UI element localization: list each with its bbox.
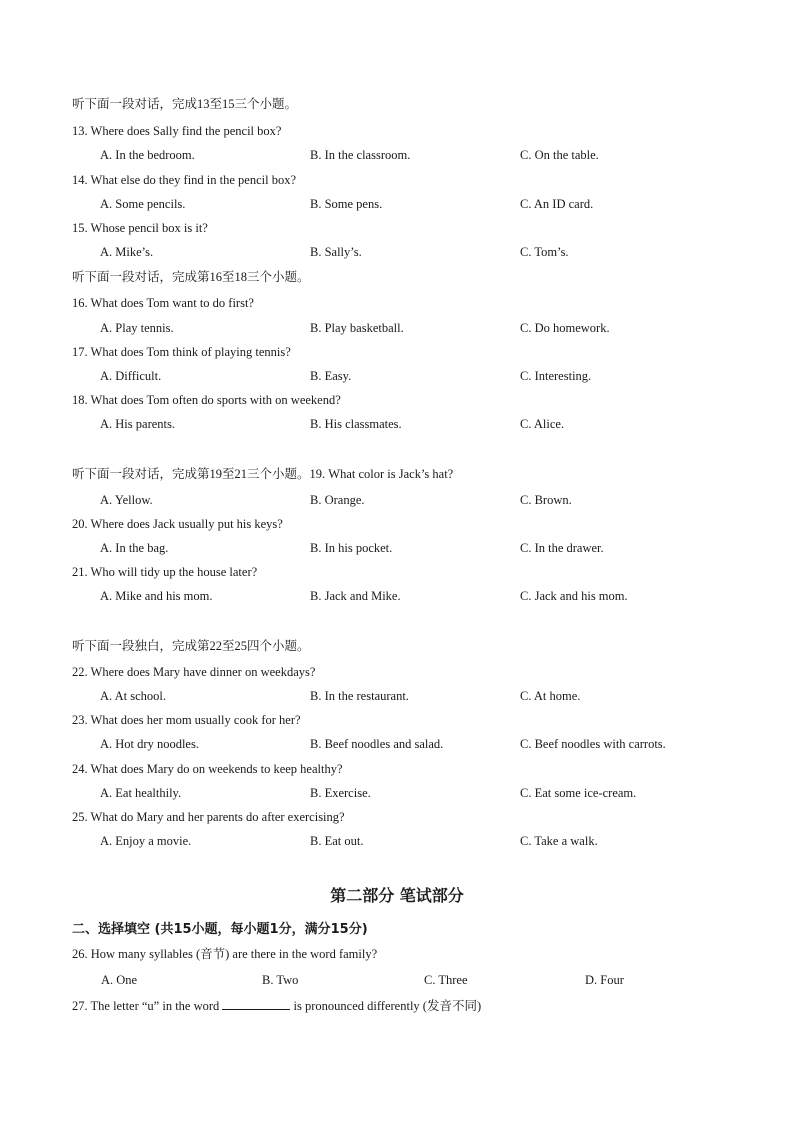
question-17: 17. What does Tom think of playing tennis? [72,345,291,359]
question-22: 22. Where does Mary have dinner on weekdays? [72,665,316,679]
instruction-2: 听下面一段对话，完成第16至18三个小题。 [72,270,310,284]
option-23-b: B. Beef noodles and salad. [310,737,444,751]
option-22-b: B. In the restaurant. [310,689,409,703]
option-23-c: C. Beef noodles with carrots. [520,737,666,751]
option-24-c: C. Eat some ice-cream. [520,786,637,800]
question-13: 13. Where does Sally find the pencil box? [72,124,282,138]
option-17-c: C. Interesting. [520,369,592,383]
option-13-b: B. In the classroom. [310,148,411,162]
option-20-a: A. In the bag. [100,541,169,555]
question-15: 15. Whose pencil box is it? [72,221,208,235]
option-26-c: C. Three [424,973,468,987]
option-13-c: C. On the table. [520,148,599,162]
option-15-b: B. Sally’s. [310,245,362,259]
question-25: 25. What do Mary and her parents do after exercising? [72,810,345,824]
option-20-b: B. In his pocket. [310,541,393,555]
option-16-c: C. Do homework. [520,321,610,335]
question-23: 23. What does her mom usually cook for her? [72,713,301,727]
option-14-b: B. Some pens. [310,197,383,211]
option-23-a: A. Hot dry noodles. [100,737,199,751]
question-21: 21. Who will tidy up the house later? [72,565,258,579]
option-26-a: A. One [101,973,138,987]
option-26-d: D. Four [585,973,624,987]
option-20-c: C. In the drawer. [520,541,604,555]
option-13-a: A. In the bedroom. [100,148,195,162]
option-15-c: C. Tom’s. [520,245,569,259]
option-14-c: C. An ID card. [520,197,594,211]
option-17-a: A. Difficult. [100,369,162,383]
section-two-title: 二、选择填空 (共15小题，每小题1分，满分15分) [72,922,368,937]
part-two-heading: 第二部分 笔试部分 [330,886,464,905]
option-21-a: A. Mike and his mom. [100,589,213,603]
option-19-b: B. Orange. [310,493,365,507]
option-25-a: A. Enjoy a movie. [100,834,192,848]
option-18-c: C. Alice. [520,417,565,431]
question-18: 18. What does Tom often do sports with on weekend? [72,393,341,407]
option-17-b: B. Easy. [310,369,352,383]
option-18-a: A. His parents. [100,417,175,431]
instruction-1: 听下面一段对话，完成13至15三个小题。 [72,97,298,111]
option-16-b: B. Play basketball. [310,321,404,335]
question-26: 26. How many syllables (音节) are there in the word family? [72,947,378,961]
option-26-b: B. Two [262,973,299,987]
option-14-a: A. Some pencils. [100,197,186,211]
instruction-3: 听下面一段对话，完成第19至21三个小题。 [72,467,310,481]
question-27-prefix: 27. The letter “u” in the word [72,999,220,1013]
option-22-c: C. At home. [520,689,581,703]
option-19-a: A. Yellow. [100,493,153,507]
question-20: 20. Where does Jack usually put his keys? [72,517,283,531]
instruction-4: 听下面一段独白，完成第22至25四个小题。 [72,639,310,653]
question-14: 14. What else do they find in the pencil box? [72,173,297,187]
option-19-c: C. Brown. [520,493,572,507]
option-15-a: A. Mike’s. [100,245,154,259]
question-24: 24. What does Mary do on weekends to keep healthy? [72,762,343,776]
option-24-a: A. Eat healthily. [100,786,182,800]
instruction-3-line [72,466,453,482]
question-27-suffix: is pronounced differently (发音不同) [293,999,482,1013]
answer-blank [222,997,290,1010]
option-25-b: B. Eat out. [310,834,364,848]
option-24-b: B. Exercise. [310,786,371,800]
option-21-b: B. Jack and Mike. [310,589,401,603]
option-16-a: A. Play tennis. [100,321,174,335]
question-19: 19. What color is Jack’s hat? [309,467,454,481]
question-27 [72,997,481,1014]
option-25-c: C. Take a walk. [520,834,598,848]
option-18-b: B. His classmates. [310,417,402,431]
option-22-a: A. At school. [100,689,166,703]
question-16: 16. What does Tom want to do first? [72,296,254,310]
option-21-c: C. Jack and his mom. [520,589,628,603]
